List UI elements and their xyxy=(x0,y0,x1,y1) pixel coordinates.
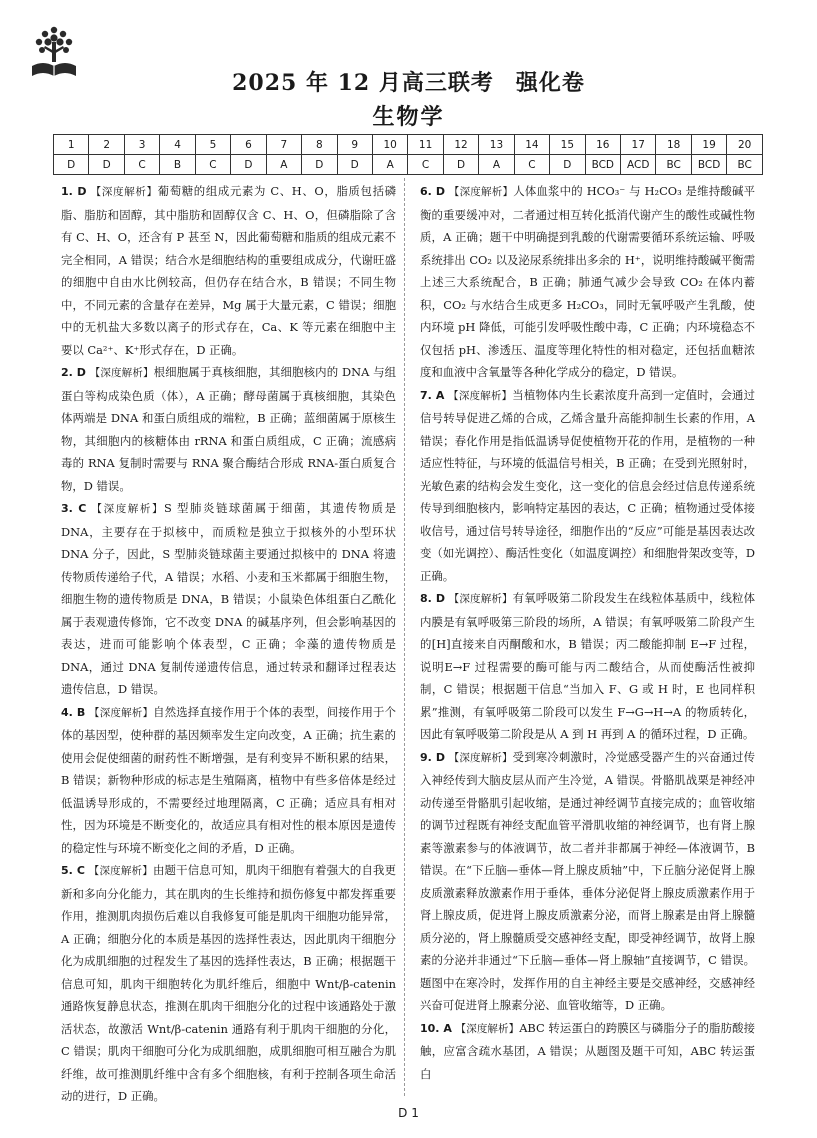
answer-cell: A xyxy=(479,155,514,175)
question-number-row xyxy=(54,135,763,155)
question-number-cell: 9 xyxy=(337,135,372,155)
page-title xyxy=(0,66,817,97)
explanation-text: 当植物体内生长素浓度升高到一定值时，会通过信号转导促进乙烯的合成，乙烯含量升高能抑制生长素的作用，A 错误；春化作用是指低温诱导促使植物开花的作用，是植物的一种适应性特征，与环境的低温信号相关，B 正确；在受到光照射时，光敏色素的结构会发生变化，这一变化的信息会经过信息传递系统传导到细胞核内，影响特定基因的表达，C 正确；植物通过受体接收信号，通过信号转导途径，细胞作出的“反应”可能是基因表达改变（如光调控）、酶活性变化（如温度调控）和细胞骨架改变等，D 正确。 xyxy=(420,387,756,583)
question-number-cell: 15 xyxy=(550,135,585,155)
explanation-item xyxy=(61,497,396,701)
question-number-cell: 11 xyxy=(408,135,443,155)
question-answer-label: 9. D xyxy=(420,750,445,764)
explanation-text: 受到寒冷刺激时，冷觉感受器产生的兴奋通过传入神经传到大脑皮层从而产生冷觉，A 错误。骨骼肌战栗是神经冲动传递至骨骼肌引起收缩，是通过神经调节直接完成的；血管收缩的调节过程既有神经支配血管平滑肌收缩的神经调节，也有肾上腺素等激素参与的体液调节，故二者并非都属于神经—体液调节，B 错误。在“下丘脑—垂体—肾上腺皮质轴”中，下丘脑分泌促肾上腺皮质激素释放激素作用于垂体，垂体分泌促肾上腺皮质激素作用于肾上腺皮质，促进肾上腺皮质激素分泌，而肾上腺素是由肾上腺髓质分泌的，肾上腺髓质受交感神经支配，即受神经调节，故肾上腺素的分泌并非通过“下丘脑—垂体—肾上腺轴”直接调节，C 错误。题图中在寒冷时，发挥作用的自主神经主要是交感神经，交感神经兴奋可促进肾上腺素分泌、血管收缩等，D 正确。 xyxy=(420,749,755,1012)
explanation-text: 根细胞属于真核细胞，其细胞核内的 DNA 与组蛋白等构成染色质（体），A 正确；酵母菌属于真核细胞，其染色体两端是 DNA 和蛋白质组成的端粒，B 正确；蓝细菌属于原核生物，其细胞内的核糖体由 rRNA 和蛋白质组成，C 正确；流感病毒的 RNA 复制时需要与 RNA 聚合酶结合形成 RNA-蛋白质复合物，D 错误。 xyxy=(61,365,397,493)
question-number-cell: 14 xyxy=(514,135,549,155)
answer-cell: C xyxy=(124,155,159,175)
answer-cell: C xyxy=(195,155,230,175)
explanation-item xyxy=(61,361,396,497)
question-number-cell: 18 xyxy=(656,135,691,155)
answer-cell: BC xyxy=(727,155,763,175)
question-number-cell: 5 xyxy=(195,135,230,155)
question-number-cell: 6 xyxy=(231,135,266,155)
answer-cell: D xyxy=(337,155,372,175)
question-number-cell: 8 xyxy=(302,135,337,155)
right-explanation-column xyxy=(420,180,755,1085)
answer-cell: D xyxy=(443,155,478,175)
answer-cell: C xyxy=(514,155,549,175)
question-number-cell: 12 xyxy=(443,135,478,155)
question-answer-label: 1. D xyxy=(61,185,87,198)
analysis-tag: 【深度解析】 xyxy=(91,503,165,515)
answer-cell: ACD xyxy=(621,155,656,175)
answer-cell: D xyxy=(89,155,124,175)
question-answer-label: 5. C xyxy=(61,864,85,877)
explanation-text: 人体血浆中的 HCO₃⁻ 与 H₂CO₃ 是维持酸碱平衡的重要缓冲对，二者通过相互转化抵消代谢产生的酸性或碱性物质，A 正确；题干中明确提到乳酸的代谢需要循环系统运输、呼吸系统排出 CO₂ 以及泌尿系统排出多余的 H⁺，说明维持酸碱平衡需上述三大系统配合，B 正确；肺通气减少会导致 CO₂ 在体内蓄积，CO₂ 与水结合生成更多 H₂CO₃，同时无氧呼吸产生乳酸，使内环境 pH 降低，可能引发呼吸性酸中毒，C 正确；内环境稳态不仅包括 pH、渗透压、温度等理化特性的相对稳定，还包括血糖浓度和血液中含氧量等各种化学成分的稳定，D 错误。 xyxy=(420,184,756,379)
question-answer-label: 2. D xyxy=(61,366,86,379)
explanation-text: 葡萄糖的组成元素为 C、H、O，脂质包括磷脂、脂肪和固醇，其中脂肪和固醇仅含 C、H、O，但磷脂除了含有 C、H、O，还含有 P 甚至 N，因此葡萄糖和脂质的组成元素不完全相同，A 错误；结合水是细胞结构的重要组成成分，代谢旺盛的细胞中自由水比例较高，但仍存在结合水，B 错误；不同生物中，不同元素的含量存在差异，Mg 属于大量元素，C 错误；细胞中的无机盐大多数以离子的形式存在，Ca、K 等元素在细胞中主要以 Ca²⁺、K⁺形式存在，D 正确。 xyxy=(61,184,397,357)
question-number-cell: 4 xyxy=(160,135,195,155)
question-answer-label: 7. A xyxy=(420,388,445,402)
explanation-text: ABC 转运蛋白的跨膜区与磷脂分子的脂肪酸接触，应富含疏水基团，A 错误；从题图及题干可知，ABC 转运蛋白 xyxy=(420,1020,755,1081)
question-answer-label: 4. B xyxy=(61,705,86,719)
answer-cell: D xyxy=(550,155,585,175)
question-number-cell: 1 xyxy=(54,135,89,155)
analysis-tag: 【深度解析】 xyxy=(448,593,513,605)
explanation-item xyxy=(61,859,396,1108)
analysis-tag: 【深度解析】 xyxy=(455,1022,520,1035)
answer-cell: D xyxy=(54,155,89,175)
explanation-item xyxy=(420,384,755,588)
answer-cell: A xyxy=(372,155,407,175)
question-number-cell: 2 xyxy=(89,135,124,155)
question-number-cell: 7 xyxy=(266,135,301,155)
analysis-tag: 【深度解析】 xyxy=(89,367,154,379)
question-answer-label: 8. D xyxy=(420,592,445,605)
question-number-cell: 3 xyxy=(124,135,159,155)
explanation-item xyxy=(420,746,755,1017)
explanation-item xyxy=(420,587,755,746)
explanation-item xyxy=(420,180,755,384)
subject-title: 生物学 xyxy=(372,104,445,130)
question-number-cell: 17 xyxy=(621,135,656,155)
question-number-cell: 10 xyxy=(372,135,407,155)
question-number-cell: 16 xyxy=(585,135,620,155)
answer-cell: D xyxy=(302,155,337,175)
answer-table xyxy=(53,134,763,175)
column-divider xyxy=(404,178,405,1096)
explanation-item xyxy=(61,180,396,361)
analysis-tag: 【深度解析】 xyxy=(448,751,513,764)
analysis-tag: 【深度解析】 xyxy=(90,186,158,198)
explanation-text: 自然选择直接作用于个体的表型，间接作用于个体的基因型，使种群的基因频率发生定向改变，A 正确；抗生素的使用会促使细菌的耐药性不断增强，是有利变异不断积累的结果，B 错误；新物种形成的标志是生殖隔离，植物中有些多倍体是经过低温诱导形成的，不需要经过地理隔离，C 正确；适应具有相对性，因为环境是不断变化的，故适应具有相对性的根本原因是遗传的稳定性与环境不断变化之间的矛盾，D 正确。 xyxy=(61,704,397,855)
question-number-cell: 19 xyxy=(691,135,726,155)
analysis-tag: 【深度解析】 xyxy=(448,389,513,402)
title-main: 2025 年 12 月高三联考 xyxy=(232,70,494,96)
explanation-text: S 型肺炎链球菌属于细菌，其遗传物质是 DNA，主要存在于拟核中，而质粒是独立于拟核外的小型环状 DNA 分子，因此，S 型肺炎链球菌主要通过拟核中的 DNA 将遗传物质传递给子代，A 错误；水稻、小麦和玉米都属于细胞生物，细胞生物的遗传物质是 DNA，B 错误；小鼠染色体组蛋白乙酰化属于表观遗传修饰，它不改变 DNA 的碱基序列，但会影响基因的表达，进而可能影响个体表型，C 正确；伞藻的遗传物质是 DNA，通过 DNA 复制传递遗传信息，通过转录和翻译过程表达遗传信息，D 错误。 xyxy=(61,501,396,696)
answer-cell: D xyxy=(231,155,266,175)
answer-cell: B xyxy=(160,155,195,175)
answer-cell: A xyxy=(266,155,301,175)
answer-cell: C xyxy=(408,155,443,175)
page-number: D 1 xyxy=(398,1106,419,1120)
analysis-tag: 【深度解析】 xyxy=(448,186,514,198)
analysis-tag: 【深度解析】 xyxy=(88,865,153,877)
explanation-item xyxy=(420,1017,755,1086)
explanation-item xyxy=(61,701,396,860)
answer-cell: BC xyxy=(656,155,691,175)
explanation-text: 由题干信息可知，肌肉干细胞有着强大的自我更新和多向分化能力，其在肌肉的生长维持和损伤修复中都发挥重要作用，推测肌肉损伤后难以自我修复可能是肌肉干细胞功能异常，A 正确；细胞分化的本质是基因的选择性表达，因此肌肉干细胞分化为成肌细胞的过程发生了基因的选择性表达，B 正确；根据题干信息可知，肌肉干细胞转化为肌纤维后，细胞中 Wnt/β-catenin 通路恢复静息状态，推测在肌肉干细胞分化的过程中该通路处于激活状态，故激活 Wnt/β-catenin 通路有利于肌肉干细胞的分化，C 错误；肌肉干细胞可分化为成肌细胞，成肌细胞可相互融合为肌纤维，故可推测肌纤维中含有多个细胞核，有利于控制各项生命活动的进行，D 正确。 xyxy=(61,863,397,1103)
question-answer-label: 3. C xyxy=(61,502,87,515)
answer-row xyxy=(54,155,763,175)
question-answer-label: 10. A xyxy=(420,1021,452,1035)
title-edition: 强化卷 xyxy=(515,70,585,96)
analysis-tag: 【深度解析】 xyxy=(89,706,154,719)
left-explanation-column xyxy=(61,180,396,1108)
question-number-cell: 13 xyxy=(479,135,514,155)
answer-cell: BCD xyxy=(691,155,726,175)
question-answer-label: 6. D xyxy=(420,185,446,198)
question-number-cell: 20 xyxy=(727,135,763,155)
answer-cell: BCD xyxy=(585,155,620,175)
explanation-text: 有氧呼吸第二阶段发生在线粒体基质中，线粒体内膜是有氧呼吸第三阶段的场所，A 错误；有氧呼吸第二阶段产生的[H]直接来自丙酮酸和水，B 错误；丙二酸能抑制 E→F 过程，说明E→F 过程需要的酶可能与丙二酸结合，从而使酶活性被抑制，C 错误；根据题干信息“当加入 F、G 或 H 时，E 也同样积累”推测，有氧呼吸第二阶段可以发生 F→G→H→A 的物质转化，因此有氧呼吸第二阶段是从 A 到 H 再到 A 的循环过程，D 正确。 xyxy=(420,591,755,741)
